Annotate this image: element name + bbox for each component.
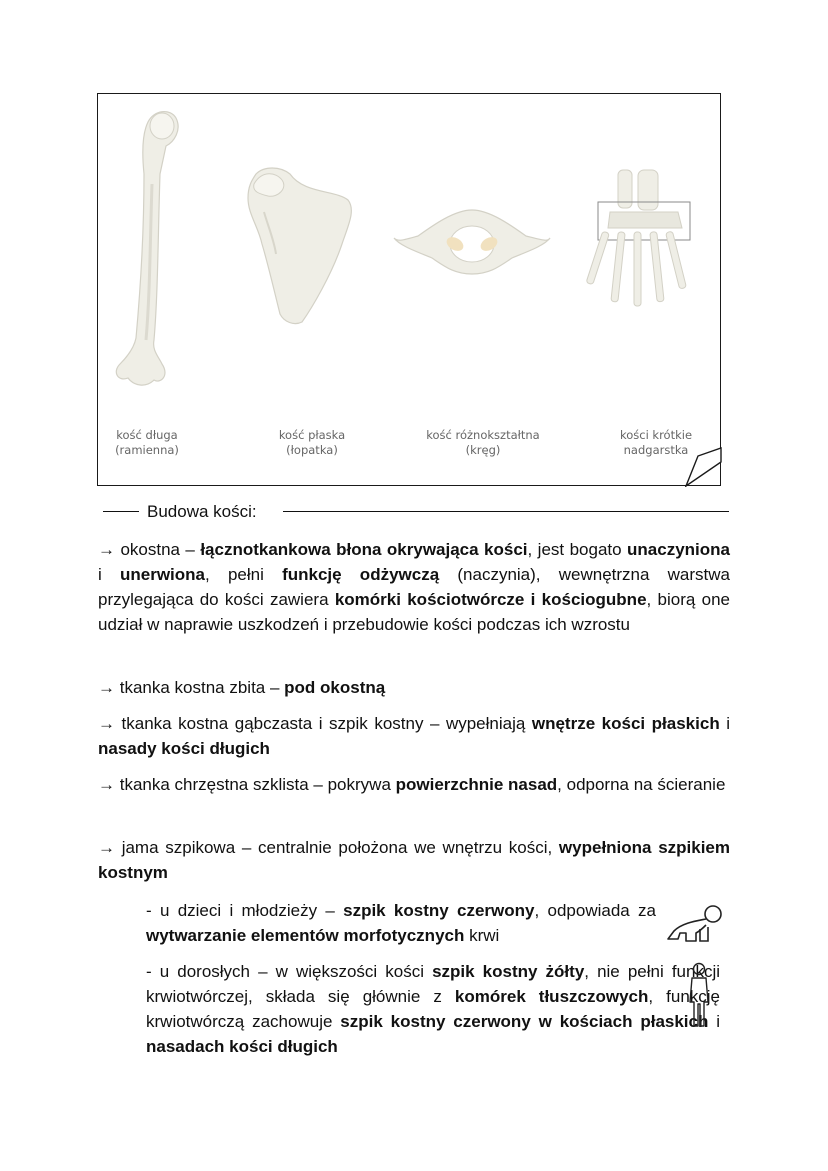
text-run: tkanka kostna zbita –	[115, 678, 285, 697]
humerus-bone-image	[116, 112, 178, 385]
bold-text: łącznotkankowa błona okrywająca kości	[200, 540, 528, 559]
text-run: jama szpikowa – centralnie położona we wnętrzu kości,	[115, 838, 559, 857]
paragraph-spongy-bone	[98, 711, 730, 761]
text-run: okostna –	[115, 540, 201, 559]
caption-line: kość różnokształtna	[426, 428, 540, 442]
bold-text: szpik kostny żółty	[432, 962, 585, 981]
caption-line: (łopatka)	[286, 443, 338, 457]
arrow-glyph: →	[98, 714, 115, 733]
bold-text: komórki kościotwórcze i kościogubne	[334, 590, 647, 609]
text-run: i	[98, 565, 120, 584]
bold-text: wnętrze kości płaskich	[531, 714, 720, 733]
standing-adult-icon	[684, 962, 714, 1028]
bold-text: nasadach kości długich	[146, 1037, 338, 1056]
bold-text: pod okostną	[284, 678, 386, 697]
bold-text: szpik kostny czerwony w kościach płaskich	[340, 1012, 709, 1031]
text-run: , odpowiada za	[534, 901, 656, 920]
subpoint-children	[146, 898, 656, 948]
bone-types-figure	[97, 93, 721, 486]
caption-line: nadgarstka	[623, 443, 689, 457]
text-run: i	[708, 1012, 721, 1031]
text-run: , nie pełni funkcji krwiotwórczej, składa się głównie z	[146, 962, 721, 1006]
caption-flat-bone	[272, 428, 352, 458]
heading-rule-right	[283, 511, 729, 512]
text-run: , jest bogato	[527, 540, 628, 559]
text-run: (naczynia), wewnętrzna warstwa przylegająca do kości zawiera	[98, 565, 730, 609]
hand-bones-image	[586, 170, 690, 306]
paragraph-compact-bone	[98, 675, 730, 700]
text-run: tkanka chrzęstna szklista – pokrywa	[115, 775, 396, 794]
text-run: tkanka kostna gąbczasta i szpik kostny – wypełniają	[115, 714, 532, 733]
arrow-glyph: →	[98, 678, 115, 697]
bold-text: unerwiona	[120, 565, 206, 584]
bold-text: wytwarzanie elementów morfotycznych	[146, 926, 465, 945]
caption-long-bone	[112, 428, 182, 458]
bold-text: unaczyniona	[627, 540, 730, 559]
text-run: - u dorosłych – w większości kości	[146, 962, 433, 981]
bold-text: szpik kostny czerwony	[343, 901, 535, 920]
bold-text: komórek tłuszczowych	[454, 987, 649, 1006]
arrow-glyph: →	[98, 838, 115, 857]
text-run: i	[719, 714, 731, 733]
paragraph-periosteum	[98, 537, 730, 637]
caption-line: kość płaska	[278, 428, 346, 442]
bold-text: wypełniona szpikiem kostnym	[98, 838, 730, 882]
text-run: krwi	[464, 926, 500, 945]
bold-text: powierzchnie nasad	[395, 775, 558, 794]
section-heading	[103, 500, 729, 524]
caption-line: (kręg)	[465, 443, 501, 457]
bold-text: nasady kości długich	[98, 739, 270, 758]
paragraph-cartilage	[98, 772, 730, 797]
text-run: , biorą one udział w naprawie uszkodzeń i przebudowie kości podczas ich wzrostu	[98, 590, 730, 634]
text-run: , funkcję krwiotwórczą zachowuje	[146, 987, 721, 1031]
heading-rule-left	[103, 511, 139, 512]
caption-short-bones	[608, 428, 704, 458]
scapula-bone-image	[248, 168, 351, 324]
paragraph-marrow-cavity	[98, 835, 730, 885]
vertebra-bone-image	[394, 210, 550, 274]
caption-line: (ramienna)	[115, 443, 179, 457]
subpoint-adults	[146, 959, 720, 1059]
text-run: , odporna na ścieranie	[557, 775, 726, 794]
text-run: - u dzieci i młodzieży –	[146, 901, 344, 920]
caption-line: kości krótkie	[619, 428, 693, 442]
arrow-glyph: →	[98, 775, 115, 794]
arrow-glyph: →	[98, 540, 115, 559]
bold-text: funkcję odżywczą	[282, 565, 440, 584]
text-run: , pełni	[205, 565, 283, 584]
caption-line: kość długa	[116, 428, 178, 442]
section-title: Budowa kości:	[147, 502, 257, 521]
caption-irregular-bone	[423, 428, 543, 458]
crawling-baby-icon	[664, 903, 726, 947]
